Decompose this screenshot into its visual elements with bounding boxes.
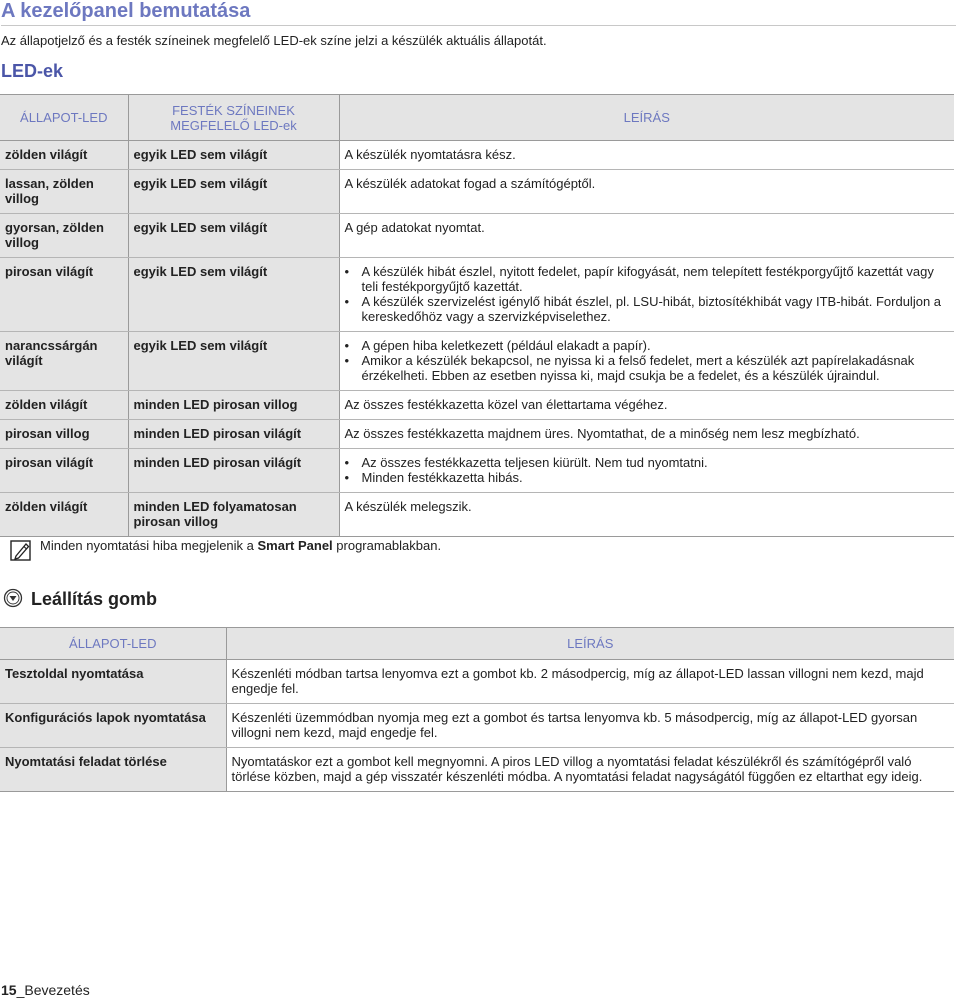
note-text-part: Minden nyomtatási hiba megjelenik a — [40, 538, 258, 553]
description-text: A gép adatokat nyomtat. — [344, 220, 485, 235]
toner-led-cell: minden LED pirosan villog — [128, 391, 339, 420]
description-cell — [339, 391, 954, 420]
note-box — [10, 538, 441, 565]
table-row — [0, 170, 954, 214]
led-section-heading: LED-ek — [1, 61, 64, 81]
table-row — [0, 748, 954, 792]
description-text: Az összes festékkazetta majdnem üres. Nyomtathat, de a minőség nem lesz megbízható. — [344, 426, 860, 441]
intro-text: Az állapotjelző és a festék színeinek megfelelő LED-ek színe jelzi a készülék aktuális állapotát. — [1, 33, 547, 48]
table-row — [0, 332, 954, 391]
description-list — [345, 455, 950, 485]
description-list — [345, 264, 950, 324]
description-cell — [339, 420, 954, 449]
table-row — [0, 141, 954, 170]
status-led-cell: pirosan villog — [0, 420, 128, 449]
header-status-led: ÁLLAPOT-LED — [0, 628, 226, 660]
led-status-table — [0, 94, 954, 537]
toner-led-cell: minden LED pirosan világít — [128, 449, 339, 493]
note-text — [40, 538, 441, 553]
table-row — [0, 449, 954, 493]
description-item: • A gépen hiba keletkezett (például elakadt a papír). — [362, 338, 950, 353]
status-led-cell: zölden világít — [0, 391, 128, 420]
toner-led-cell: egyik LED sem világít — [128, 332, 339, 391]
description-item: • A készülék szervizelést igénylő hibát észlel, pl. LSU-hibát, biztosítékhibát vagy ITB-hibát. Forduljon a kereskedőhöz vagy a szervizképviselethez. — [362, 294, 950, 324]
status-led-cell: pirosan világít — [0, 258, 128, 332]
table-row — [0, 391, 954, 420]
toner-led-cell: egyik LED sem világít — [128, 214, 339, 258]
status-led-cell: zölden világít — [0, 141, 128, 170]
status-led-cell: gyorsan, zölden villog — [0, 214, 128, 258]
description-text: A készülék adatokat fogad a számítógéptől. — [344, 176, 596, 191]
toner-led-cell: egyik LED sem világít — [128, 170, 339, 214]
stop-section-heading: Leállítás gomb — [31, 589, 158, 609]
footer-section: _Bevezetés — [16, 982, 90, 998]
description-cell — [339, 258, 954, 332]
stop-section-header — [3, 588, 157, 611]
description-text: A készülék nyomtatásra kész. — [344, 147, 516, 162]
description-cell: Készenléti üzemmódban nyomja meg ezt a gombot és tartsa lenyomva kb. 5 másodpercig, míg az állapot-LED gyorsan villogni nem kezd, majd engedje fel. — [226, 704, 954, 748]
header-toner-leds: FESTÉK SZÍNEINEK MEGFELELŐ LED-ek — [128, 95, 339, 141]
header-description: LEÍRÁS — [226, 628, 954, 660]
table-row — [0, 420, 954, 449]
toner-led-cell: minden LED pirosan világít — [128, 420, 339, 449]
table-row — [0, 660, 954, 704]
function-cell: Tesztoldal nyomtatása — [0, 660, 226, 704]
description-item: • Minden festékkazetta hibás. — [362, 470, 950, 485]
note-text-tail: programablakban. — [332, 538, 442, 553]
description-cell — [339, 449, 954, 493]
status-led-cell: zölden világít — [0, 493, 128, 537]
stop-button-table — [0, 627, 954, 792]
toner-led-cell: egyik LED sem világít — [128, 141, 339, 170]
function-cell: Nyomtatási feladat törlése — [0, 748, 226, 792]
status-led-cell: lassan, zölden villog — [0, 170, 128, 214]
note-pencil-icon — [10, 538, 32, 565]
toner-led-cell: egyik LED sem világít — [128, 258, 339, 332]
description-text: Az összes festékkazetta közel van élettartama végéhez. — [344, 397, 668, 412]
header-status-led: ÁLLAPOT-LED — [0, 95, 128, 141]
toner-led-cell: minden LED folyamatosan pirosan villog — [128, 493, 339, 537]
page-title: A kezelőpanel bemutatása — [1, 0, 956, 26]
smart-panel-name: Smart Panel — [257, 538, 333, 553]
table-row — [0, 493, 954, 537]
description-cell: Nyomtatáskor ezt a gombot kell megnyomni. A piros LED villog a nyomtatási feladat készülékről és számítógépről való törlése közben, majd a gép visszatér készenléti módba. A nyomtatási feladat nagyságától függően ez eltarthat egy ideig. — [226, 748, 954, 792]
description-item: • Amikor a készülék bekapcsol, ne nyissa ki a felső fedelet, mert a készülék azt papírelakadásnak érzékelheti. Ebben az esetben nyissa ki, majd csukja be a fedelet, és a készülék újraindul. — [362, 353, 950, 383]
page-number: 15 — [1, 982, 17, 998]
table-row — [0, 214, 954, 258]
status-led-cell: pirosan világít — [0, 449, 128, 493]
description-cell — [339, 214, 954, 258]
description-cell: Készenléti módban tartsa lenyomva ezt a gombot kb. 2 másodpercig, míg az állapot-LED lassan villogni nem kezd, majd engedje fel. — [226, 660, 954, 704]
header-description: LEÍRÁS — [339, 95, 954, 141]
stop-table-header-row — [0, 628, 954, 660]
page-footer — [1, 982, 90, 998]
status-led-cell: narancssárgán világít — [0, 332, 128, 391]
description-item: • A készülék hibát észlel, nyitott fedelet, papír kifogyását, nem telepített festékporgyűjtő kazettát vagy teli festékporgyűjtő kazettát. — [362, 264, 950, 294]
description-cell — [339, 170, 954, 214]
description-list — [345, 338, 950, 383]
description-cell — [339, 493, 954, 537]
description-cell — [339, 332, 954, 391]
description-cell — [339, 141, 954, 170]
description-item: • Az összes festékkazetta teljesen kiürült. Nem tud nyomtatni. — [362, 455, 950, 470]
table-row — [0, 258, 954, 332]
function-cell: Konfigurációs lapok nyomtatása — [0, 704, 226, 748]
stop-button-icon — [3, 588, 23, 611]
table-row — [0, 704, 954, 748]
led-table-header-row — [0, 95, 954, 141]
description-text: A készülék melegszik. — [344, 499, 472, 514]
